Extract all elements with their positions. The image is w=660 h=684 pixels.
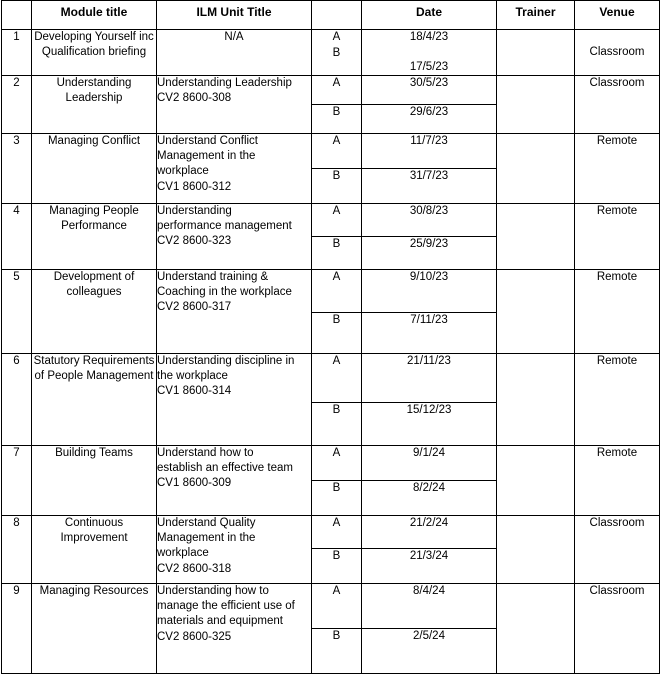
session-b-cell: B [312,313,362,354]
date-b-cell: 7/11/23 [362,313,497,354]
column-header-venue [575,1,660,30]
table-row [2,516,660,549]
module-title-cell: Managing Conflict [32,134,157,204]
ilm-unit-title-cell [157,30,312,76]
training-schedule-table [1,0,660,674]
row-number-cell: 3 [2,134,32,204]
trainer-cell [497,30,575,76]
venue-cell: Remote [575,204,660,270]
row-number-cell: 9 [2,584,32,674]
ilm-unit-title-cell [157,354,312,446]
venue-cell: Remote [575,354,660,446]
date-b-value: 17/5/23 [409,60,449,73]
session-b-cell: B [312,549,362,584]
date-a-cell: 11/7/23 [362,134,497,169]
ilm-unit-title-line: Understanding how to [157,585,269,598]
ilm-unit-title-line: CV1 8600-314 [157,385,232,398]
column-header-number [2,1,32,30]
module-title-cell: Managing Resources [32,584,157,674]
date-b-cell: 29/6/23 [362,105,497,134]
column-header-trainer-label: Trainer [515,5,556,19]
venue-cell: Classroom [575,516,660,584]
date-b-cell: 31/7/23 [362,169,497,204]
table-body [2,30,660,674]
module-title-cell: Managing People Performance [32,204,157,270]
trainer-cell [497,354,575,446]
row-number-cell: 7 [2,446,32,516]
venue-cell: Classroom [575,584,660,674]
session-b-cell: B [312,481,362,516]
date-b-cell: 25/9/23 [362,237,497,270]
session-a-cell: A [312,134,362,169]
column-header-ilm-unit-title [157,1,312,30]
trainer-cell [497,76,575,134]
ilm-unit-title-line: workplace [157,547,209,560]
session-b-cell: B [312,403,362,446]
table-row [2,204,660,237]
column-header-session [312,1,362,30]
ilm-unit-title-line: Understand training & [157,271,269,284]
column-header-trainer [497,1,575,30]
table-row [2,270,660,313]
trainer-cell [497,204,575,270]
session-a-label: A [332,31,341,43]
column-header-session-label [312,1,361,5]
ilm-unit-title-line: CV2 8600-325 [157,630,232,643]
column-header-date-label: Date [415,5,442,19]
session-cell [312,30,362,76]
ilm-unit-title-line: Coaching in the workplace [157,286,292,299]
session-b-cell: B [312,237,362,270]
column-header-module-title [32,1,157,30]
ilm-unit-title-line: N/A [224,31,244,43]
row-number-cell: 8 [2,516,32,584]
column-header-venue-label: Venue [599,5,635,19]
trainer-cell [497,584,575,674]
ilm-unit-title-line: Understanding discipline in [157,355,295,368]
table-row [2,446,660,481]
session-b-cell: B [312,105,362,134]
venue-cell: Remote [575,270,660,354]
session-a-cell: A [312,270,362,313]
ilm-unit-title-line: Understand Quality [157,517,256,530]
table-header [2,1,660,30]
table-row [2,354,660,403]
ilm-unit-title-line: CV1 8600-309 [157,477,232,490]
date-b-cell: 15/12/23 [362,403,497,446]
table-row [2,76,660,105]
date-a-cell: 21/11/23 [362,354,497,403]
session-a-cell: A [312,516,362,549]
ilm-unit-title-line: establish an effective team [157,462,293,475]
ilm-unit-title-cell [157,516,312,584]
ilm-unit-title-line: Understand how to [157,447,254,460]
row-number-cell: 5 [2,270,32,354]
ilm-unit-title-cell [157,204,312,270]
ilm-unit-title-line: Understanding [157,205,232,218]
ilm-unit-title-line: CV2 8600-317 [157,301,232,314]
ilm-unit-title-line: Understand Conflict [157,135,258,148]
date-b-cell: 2/5/24 [362,629,497,674]
date-a-value: 18/4/23 [409,31,449,43]
ilm-unit-title-line: Understanding Leadership [157,77,292,90]
ilm-unit-title-cell [157,446,312,516]
ilm-unit-title-line: CV2 8600-323 [157,235,232,248]
session-b-label: B [332,46,341,59]
module-title-cell: Understanding Leadership [32,76,157,134]
table-row [2,584,660,629]
date-a-cell: 30/8/23 [362,204,497,237]
ilm-unit-title-line: CV2 8600-308 [157,92,232,105]
session-a-cell: A [312,446,362,481]
ilm-unit-title-line: Management in the [157,532,256,545]
date-a-cell: 9/10/23 [362,270,497,313]
session-b-cell: B [312,169,362,204]
session-a-cell: A [312,76,362,105]
column-header-number-label [2,1,31,5]
ilm-unit-title-cell [157,584,312,674]
row-number-cell: 1 [2,30,32,76]
date-a-cell: 30/5/23 [362,76,497,105]
ilm-unit-title-line: workplace [157,165,209,178]
venue-cell: Remote [575,134,660,204]
row-number-cell: 2 [2,76,32,134]
table-row [2,134,660,169]
session-a-cell: A [312,204,362,237]
ilm-unit-title-cell [157,76,312,134]
column-header-date [362,1,497,30]
session-b-cell: B [312,629,362,674]
ilm-unit-title-cell [157,270,312,354]
trainer-cell [497,270,575,354]
ilm-unit-title-line: CV1 8600-312 [157,180,232,193]
ilm-unit-title-cell [157,134,312,204]
module-title-cell: Building Teams [32,446,157,516]
ilm-unit-title-line: materials and equipment [157,615,283,628]
column-header-ilm-unit-title-label: ILM Unit Title [196,5,272,19]
session-a-cell: A [312,584,362,629]
date-a-cell: 21/2/24 [362,516,497,549]
table-row [2,30,660,76]
date-b-cell: 21/3/24 [362,549,497,584]
trainer-cell [497,446,575,516]
ilm-unit-title-line: CV2 8600-318 [157,562,232,575]
trainer-cell [497,134,575,204]
session-a-cell: A [312,354,362,403]
module-title-cell: Statutory Requirements of People Management [32,354,157,446]
date-a-cell: 9/1/24 [362,446,497,481]
row-number-cell: 6 [2,354,32,446]
table-header-row [2,1,660,30]
trainer-cell [497,516,575,584]
module-title-cell: Development of colleagues [32,270,157,354]
module-title-cell: Continuous Improvement [32,516,157,584]
venue-cell: Remote [575,446,660,516]
date-b-cell: 8/2/24 [362,481,497,516]
ilm-unit-title-line: the workplace [157,370,228,383]
module-title-cell: Developing Yourself inc Qualification briefing [32,30,157,76]
venue-cell: Classroom [575,30,660,76]
ilm-unit-title-line: manage the efficient use of [157,600,295,613]
date-a-cell: 8/4/24 [362,584,497,629]
date-spacer [362,46,496,60]
ilm-unit-title-line: Management in the [157,150,256,163]
column-header-module-title-label: Module title [60,5,128,19]
venue-cell: Classroom [575,76,660,134]
ilm-unit-title-line: performance management [157,220,292,233]
row-number-cell: 4 [2,204,32,270]
date-cell [362,30,497,76]
